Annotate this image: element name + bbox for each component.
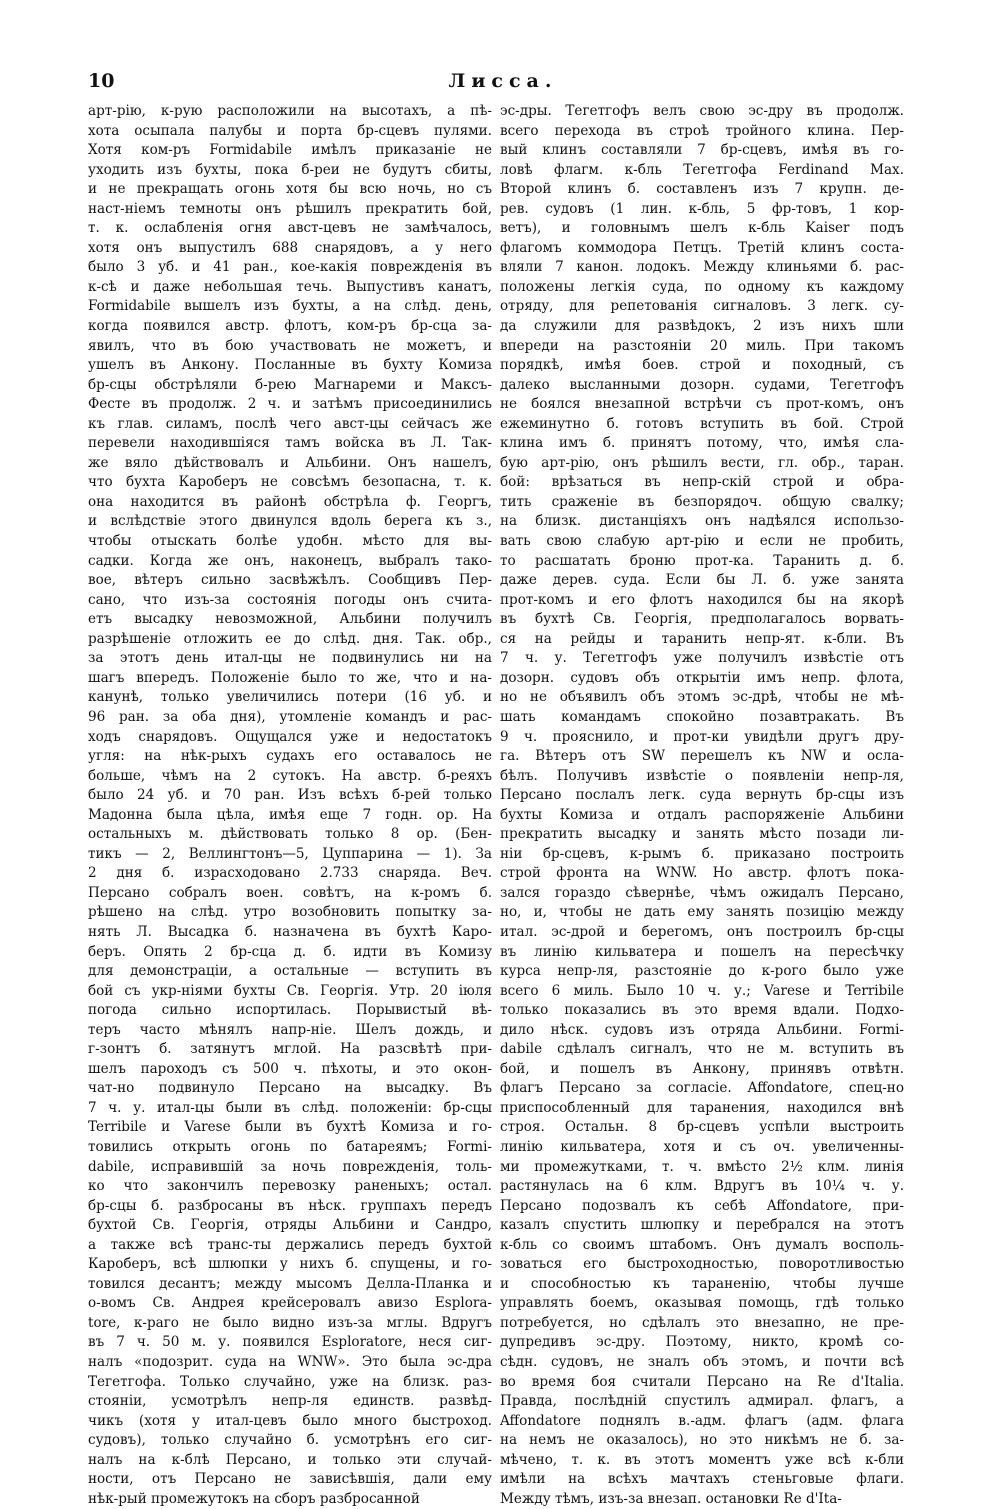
text-line: чат-но подвинуло Персано на высадку. Въ [88,1080,492,1097]
text-line: перевели находившіяся тамъ войска въ Л. Так- [88,435,492,452]
text-line: уходить изъ бухты, пока б-реи не будутъ сбиты, [88,161,492,178]
text-line: сѣдн. судовъ, не зналъ объ этомъ, и почти всѣ [500,1354,904,1370]
text-line: угля: на нѣк-рыхъ судахъ его оставалось не [88,748,492,765]
text-line: Между тѣмъ, изъ-за внезап. остановки Re d'Ita- [500,1490,842,1507]
right-column [500,102,904,1509]
text-line: вое, вѣтеръ сильно засвѣжѣлъ. Сообщивъ Пер- [88,572,492,589]
text-line: что бухта Кароберъ не совсѣмъ безопасна, т. к. [88,474,492,491]
text-line: теръ часто мѣнялъ напр-ніе. Шелъ дождь, и [88,1021,492,1038]
left-column [88,102,492,1509]
text-line: бухтой Св. Георгія, отряды Альбини и Сандро, [88,1217,492,1234]
text-line: потребуется, но сдѣлалъ это внезапно, не пре- [500,1314,904,1331]
text-line: даже дерев. суда. Если бы Л. б. уже занята [500,572,904,589]
text-line: клина имъ б. принятъ потому, что, имѣя сла- [500,435,904,452]
text-line: мѣчено, т. к. въ этотъ моментъ уже всѣ к-бли [500,1451,904,1468]
text-line: Персано послалъ легк. суда вернуть бр-сцы изъ [500,787,904,804]
text-line: имѣли на всѣхъ мачтахъ стеньговые флаги. [500,1471,904,1488]
text-line: казалъ спустить шлюпку и перебрался на этотъ [500,1217,904,1234]
text-line: рѣшено на слѣд. утро возобновить попытку за- [88,904,492,921]
text-line: ветъ), и головнымъ шелъ к-бль Kaiser подъ [500,220,904,237]
text-line: бой, и пошелъ въ Анкону, принявъ отвѣтн. [500,1060,904,1077]
text-line: ми промежутками, т. ч. вмѣсто 2½ клм. линія [500,1158,904,1175]
text-line: растянулась на 6 клм. Вдругъ въ 10¼ ч. у. [500,1178,904,1195]
text-line: налъ на к-блѣ Персано, и только эти случай- [88,1451,492,1468]
text-line: tore, к-раго не было видно изъ-за мглы. Вдругъ [88,1314,492,1331]
text-line: на немъ не оказалось), но это никѣмъ не б. за- [500,1432,904,1449]
text-line: товились открыть огонь по батареямъ; Formi- [88,1138,492,1155]
text-line: впереди на разстояніи 20 миль. При такомъ [500,337,904,354]
text-line: къ глав. силамъ, послѣ чего авст-цы сейчасъ же [88,415,492,432]
text-line: въ линію кильватера и пошелъ на пересѣчку [500,943,904,960]
text-line: да служили для развѣдокъ, 2 изъ нихъ шли [500,318,904,335]
text-line: больше, чѣмъ на 2 сутокъ. На австр. б-реяхъ [88,767,492,784]
text-line: ежеминутно б. готовъ вступить въ бой. Строй [500,415,904,432]
text-line: dabile, исправившій за ночь поврежденія, толь- [88,1158,492,1175]
text-line: 7 ч. у. Тегетгофъ уже получилъ извѣстіе отъ [500,650,904,667]
page-header [88,70,918,100]
text-line: строй фронта на WNW. Но австр. флотъ пока- [500,865,904,882]
text-line: стояніи, усмотрѣлъ непр-ля единств. развѣд- [88,1393,492,1410]
text-line: и способностью къ тараненію, чтобы лучше [500,1275,904,1292]
text-line: Formidabile вышелъ изъ бухты, а на слѣд. день, [88,298,492,315]
text-line: на близк. дистанціяхъ онъ надѣялся использо- [500,513,904,530]
text-line: к-бль со своимъ штабомъ. Онъ думалъ восполь- [500,1236,904,1253]
text-line: но не объявилъ объ этомъ эс-дрѣ, чтобы не мѣ- [500,689,904,706]
text-line: Персано собралъ воен. совѣтъ, на к-ромъ б. [88,884,492,901]
text-line: чикъ (хотя у итал-цевъ было много быстроход. [88,1412,492,1429]
text-line: дило нѣск. судовъ изъ отряда Альбини. Formi- [500,1021,904,1038]
text-line: бухты Комиза и отдалъ распоряженіе Альбини [500,806,904,823]
text-line: итал. эс-дрой и берегомъ, онъ построилъ бр-сцы [500,923,904,940]
text-line: положены легкія суда, по одному къ каждому [500,278,904,295]
text-line: отряду, для репетованія сигналовъ. 3 легк. су- [500,298,904,315]
text-line: всего перехода въ строѣ тройного клина. Пер- [500,122,904,139]
text-line: ловѣ флагм. к-бль Тегетгофа Ferdinand Max. [500,161,904,178]
text-line: и вслѣдствіе этого двинулся вдоль берега къ з., [88,513,492,530]
text-line: товился десантъ; между мысомъ Делла-Планка и [88,1275,492,1292]
text-line: бую арт-рію, онъ рѣшилъ вести, гл. обр., таран. [500,454,904,471]
text-line: вать свою слабую арт-рію и если не пробить, [500,533,904,550]
text-line: было 24 уб. и 70 ран. Изъ всѣхъ б-рей только [88,787,492,804]
text-line: Правда, послѣдній спустилъ адмирал. флагъ, а [500,1393,904,1410]
text-line: ушелъ въ Анкону. Посланные въ бухту Комиза [88,357,492,374]
text-line: 2 дня б. израсходовано 2.733 снаряда. Веч. [88,865,492,882]
text-line: порядкѣ, имѣя боев. строй и походный, съ [500,357,904,374]
text-line: Персано подозвалъ къ себѣ Affondatore, при- [500,1197,904,1214]
text-line: Тегетгофа. Только случайно, уже на близк. раз- [88,1373,492,1390]
text-line: беръ. Опять 2 бр-сца д. б. идти въ Комизу [88,943,492,960]
text-line: тить сраженіе въ безпорядоч. общую свалку; [500,493,904,510]
text-line: dabile сдѣлалъ сигналъ, что не м. вступить въ [500,1041,904,1058]
text-line: въ 7 ч. 50 м. у. появился Esploratore, неся сиг- [88,1334,492,1351]
text-line: 9 ч. прояснило, и прот-ки увидѣли другъ дру- [500,728,904,745]
text-line: бой: врѣзаться въ непр-скій строй и обра- [500,474,904,491]
text-line: Мадонна была цѣла, имѣя еще 7 годн. ор. На [88,806,492,823]
text-line: далеко высланными дозорн. судами, Тегетгофъ [500,376,904,393]
text-line: шать командамъ спокойно позавтракать. Въ [500,708,904,725]
text-line: Terribile и Varese были въ бухтѣ Комиза и го- [88,1119,492,1136]
text-line: наст-ніемъ темноты онъ рѣшилъ прекратить бой, [88,200,492,217]
text-line: етъ высадку невозможной, Альбини получилъ [88,611,492,628]
text-line: вляли 7 канон. лодокъ. Между клиньями б. рас- [500,259,904,276]
page-title: Лисса. [448,70,558,92]
text-line: было 3 уб. и 41 ран., кое-какія поврежденія въ [88,259,492,276]
text-line: зался гораздо сѣвернѣе, чѣмъ ожидалъ Персано, [500,884,904,901]
text-line: то расшатать броню прот-ка. Таранить д. б. [500,552,904,569]
text-line: Второй клинъ б. составленъ изъ 7 крупн. де- [500,181,904,198]
text-line: для демонстраціи, а остальные — вступить въ [88,963,492,980]
text-line: шелъ пароходъ съ 500 ч. пѣхоты, и это окон- [88,1060,492,1077]
text-line: нять Л. Высадка б. назначена въ бухтѣ Каро- [88,923,492,940]
text-line: она находится въ районѣ обстрѣла ф. Георгъ, [88,493,492,510]
text-line: т. к. ослабленія огня авст-цевъ не замѣчалось, [88,220,492,237]
text-line: ся на рейды и таранить непр-ят. к-бли. Въ [500,630,904,647]
text-line: бѣлъ. Получивъ извѣстіе о появленіи непр-ля, [500,767,904,784]
text-line: о-вомъ Св. Андрея крейсеровалъ авизо Esplora- [88,1295,492,1312]
text-line: линію кильватера, хотя и съ оч. увеличенны- [500,1138,904,1155]
text-line: хотя онъ выпустилъ 688 снарядовъ, а у него [88,239,492,256]
text-line: остальныхъ м. дѣйствовать только 8 ор. (Бен- [88,826,492,843]
text-line: за этотъ день итал-цы не подвинулись ни на [88,650,492,667]
text-line: бой съ укр-ніями бухты Св. Георгія. Утр. 20 іюля [88,982,492,999]
text-line: к-сѣ и даже небольшая течь. Выпустивъ канатъ, [88,278,492,295]
text-line: чтобы отыскать болѣе удобн. мѣсто для вы- [88,533,492,550]
text-line: флагомъ коммодора Петцъ. Третій клинъ соста- [500,239,904,256]
text-line: бр-сцы б. разбросаны въ нѣск. группахъ передъ [88,1197,492,1214]
text-line: въ бухтѣ Св. Георгія, предполагалось ворвать- [500,611,904,628]
text-line: же вяло дѣйствовалъ и Альбини. Онъ нашелъ, [88,454,492,471]
text-line: ніи бр-сцевъ, к-рымъ б. приказано построить [500,845,904,862]
text-line: а также всѣ транс-ты держались передъ бухтой [88,1236,492,1253]
text-line: курса непр-ля, разстояніе до к-рого было уже [500,963,904,980]
text-line: ко что закончилъ перевозку раненыхъ; остал. [88,1178,492,1195]
text-line: 7 ч. у. итал-цы были въ слѣд. положеніи: бр-сцы [88,1099,492,1116]
text-line: шагъ впередъ. Положеніе было то же, что и на- [88,669,492,686]
text-line: погода сильно испортилась. Порывистый вѣ- [88,1002,492,1019]
text-line: судовъ), только случайно б. усмотрѣнъ его сиг- [88,1432,492,1449]
text-line: Affondatore поднялъ в.-адм. флагъ (адм. флага [500,1412,904,1429]
text-line: арт-рію, к-рую расположили на высотахъ, а пѣ- [88,103,492,119]
text-line: во время боя считали Персано на Re d'Italia. [500,1373,904,1390]
text-line: дупредивъ эс-дру. Поэтому, никто, кромѣ со- [500,1334,904,1351]
text-line: нѣк-рый промежутокъ на сборъ разбросанной [88,1490,420,1507]
text-line: тикъ — 2, Веллингтонъ—5, Цуппарина — 1). За [88,845,492,862]
text-line: прекратить высадку и занять мѣсто позади ли- [500,826,904,843]
text-line: Хотя ком-ръ Formidabile имѣлъ приказаніе не [88,142,492,159]
text-line: канунѣ, только увеличились потери (16 уб. и [88,689,492,706]
text-line: Фесте въ продолж. 2 ч. и затѣмъ присоединились [88,396,492,413]
text-line: но, и, чтобы не дать ему занять позицію между [500,904,904,921]
text-line: зоваться его быстроходностью, поворотливостью [500,1256,904,1273]
page-number: 10 [88,70,115,92]
text-line: Кароберъ, всѣ шлюпки у нихъ б. спущены, и го- [88,1256,492,1273]
text-line: явилъ, что въ бою участвовать не можетъ, и [88,337,492,354]
text-line: управлять боемъ, оказывая помощь, гдѣ только [500,1295,904,1312]
text-line: приспособленный для таранения, находился внѣ [500,1099,904,1116]
text-line: дозорн. судовъ объ открытіи имъ непр. флота, [500,669,904,686]
text-line: когда появился австр. флотъ, ком-ръ бр-сца за- [88,318,492,335]
text-line: эс-дры. Тегетгофъ велъ свою эс-дру въ продолж. [500,103,904,119]
text-line: хота осыпала палубы и порта бр-сцевъ пулями. [88,122,492,139]
text-line: флагъ Персано за согласіе. Affondatore, спец-но [500,1080,904,1097]
text-line: г-зонтъ б. затянутъ мглой. На разсвѣтѣ при- [88,1041,492,1058]
text-line: налъ «подозрит. суда на WNW». Это была эс-дра [88,1354,492,1370]
text-line: разрѣшеніе отложить ее до слѣд. дня. Так. обр., [88,630,492,647]
text-line: вый клинъ составляли 7 бр-сцевъ, имѣя въ го- [500,142,904,159]
text-line: сано, что изъ-за состоянія погоды онъ счита- [88,591,492,608]
text-line: рев. судовъ (1 лин. к-бль, 5 фр-товъ, 1 кор- [500,200,904,217]
text-line: прот-комъ и его флотъ находился бы на якорѣ [500,591,904,608]
text-line: га. Вѣтеръ отъ SW перешелъ къ NW и осла- [500,748,904,765]
text-line: 96 ран. за оба дня), утомленіе командъ и рас- [88,708,492,725]
text-line: строя. Остальн. 8 бр-сцевъ успѣли выстроить [500,1119,904,1136]
text-line: садки. Когда же онъ, наконецъ, выбралъ тако- [88,552,492,569]
text-line: только показались въ это время вдали. Подхо- [500,1002,904,1019]
text-line: ности, отъ Персано не зависѣвшія, дали ему [88,1471,492,1488]
text-line: ходъ снарядовъ. Ощущался уже и недостатокъ [88,728,492,745]
text-line: не боялся внезапной встрѣчи съ прот-комъ, онъ [500,396,904,413]
text-line: и не прекращать огонь хотя бы всю ночь, но съ [88,181,492,198]
text-line: всего 6 миль. Было 10 ч. у.; Varese и Terribile [500,982,904,999]
text-line: бр-сцы обстрѣляли б-рею Магнареми и Максъ- [88,376,492,393]
